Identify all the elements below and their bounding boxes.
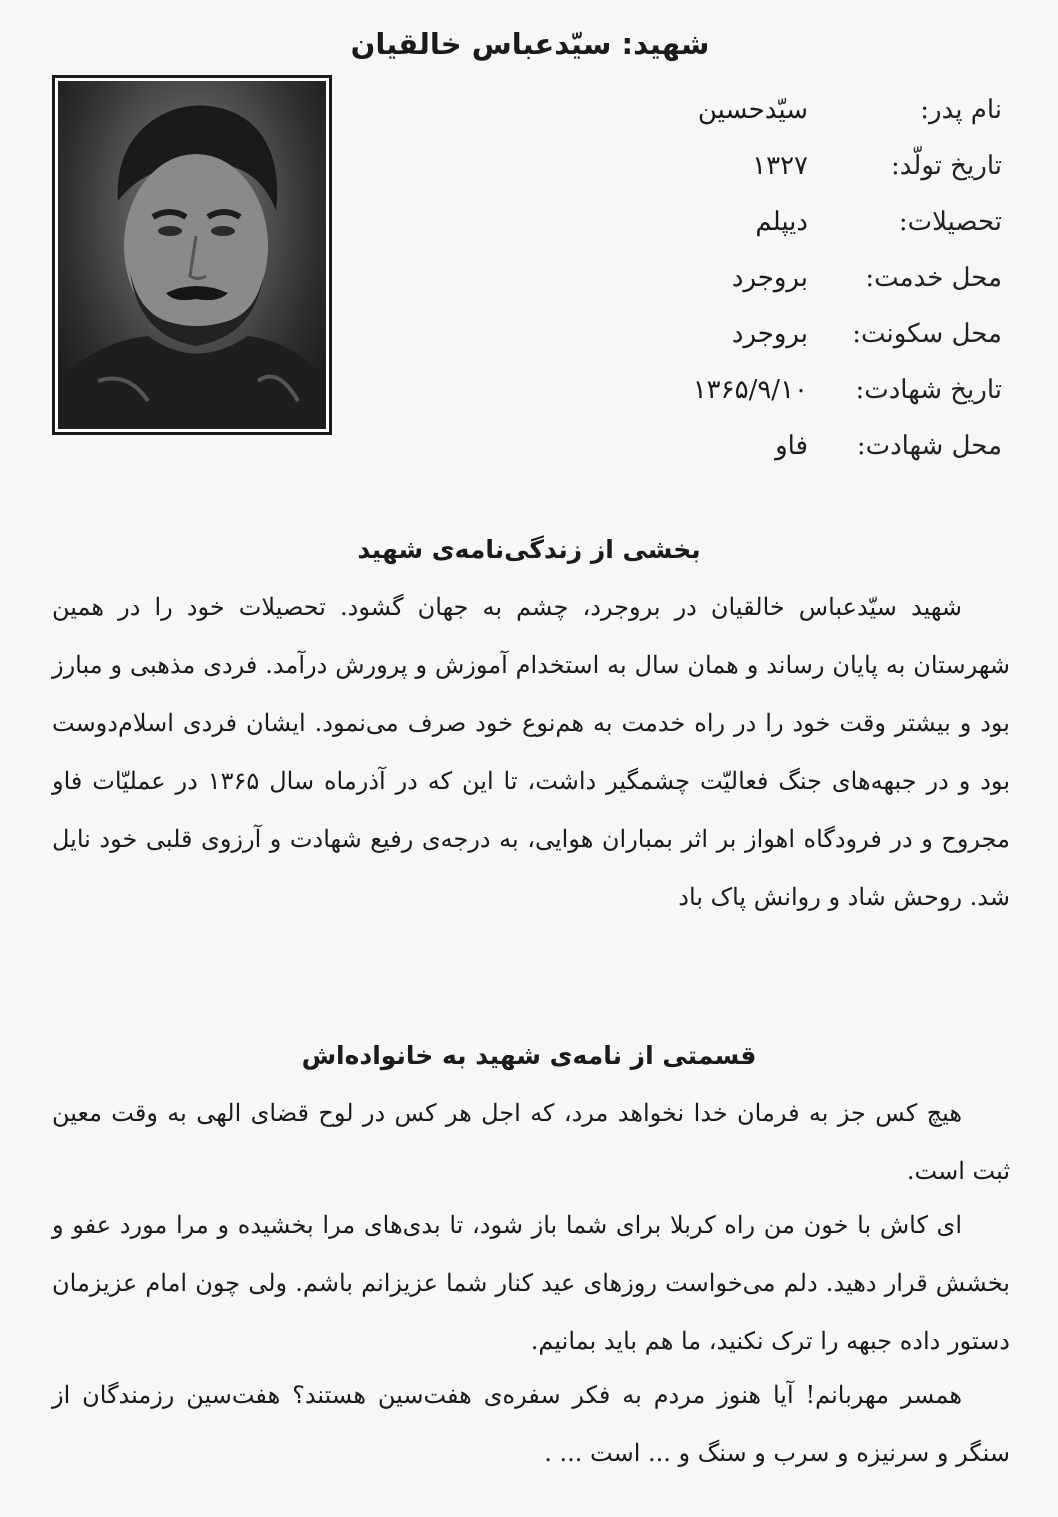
info-label: محل سکونت: <box>852 319 1002 349</box>
info-value: سیّدحسین <box>697 95 808 125</box>
info-row-service-place <box>442 250 1002 306</box>
info-row-father-name <box>442 82 1002 138</box>
portrait-image <box>58 81 326 429</box>
biography-heading: بخشی از زندگی‌نامه‌ی شهید <box>357 535 701 564</box>
info-label: محل شهادت: <box>856 431 1002 461</box>
letter-paragraph-2: ای کاش با خون من راه کربلا برای شما باز شود، تا بدی‌های مرا بخشیده و مرا مورد عفو و بخشش قرار دهید. دلم می‌خواست روزهای عید کنار شما عزیزانم باشم. ولی چون امام عزیزمان دستور داده جبهه را ترک نکنید، ما هم باید بمانیم. <box>52 1211 1010 1355</box>
info-value: بروجرد <box>731 263 808 293</box>
info-value: دیپلم <box>755 207 808 237</box>
info-row-martyrdom-date <box>442 362 1002 418</box>
info-label: نام پدر: <box>920 95 1002 125</box>
info-value: بروجرد <box>731 319 808 349</box>
info-label: تاریخ شهادت: <box>855 375 1002 405</box>
info-label: تاریخ تولّد: <box>891 151 1002 181</box>
info-value: فاو <box>775 431 808 461</box>
letter-paragraph-1: هیچ کس جز به فرمان خدا نخواهد مرد، که اجل هر کس در لوح قضای الهی به وقت معین ثبت است. <box>52 1099 1010 1185</box>
info-value: ۱۳۲۷ <box>752 151 808 181</box>
portrait-photo <box>52 75 332 435</box>
info-row-birth-date <box>442 138 1002 194</box>
page-title: شهید: سیّدعباس خالقیان <box>350 27 710 61</box>
letter-paragraph-3: همسر مهربانم! آیا هنوز مردم به فکر سفره‌ی هفت‌سین هستند؟ هفت‌سین رزمندگان از سنگر و سرنیزه و سرب و سنگ و ... است ... . <box>52 1381 1010 1467</box>
biography-paragraph: شهید سیّدعباس خالقیان در بروجرد، چشم به جهان گشود. تحصیلات خود را در همین شهرستان به پایان رساند و همان سال به استخدام آموزش و پرورش درآمد. فردی مذهبی و مبارز بود و بیشتر وقت خود را در راه خدمت به هم‌نوع خود صرف می‌نمود. ایشان فردی اسلام‌دوست بود و در جبهه‌های جنگ فعالیّت چشمگیر داشت، تا این که در آذرماه سال ۱۳۶۵ در عملیّات فاو مجروح و در فرودگاه اهواز بر اثر بمباران هوایی، به درجه‌ی رفیع شهادت و آرزوی قلبی خود نایل شد. روحش شاد و روانش پاک باد <box>52 593 1011 911</box>
profile-info-table <box>442 82 1002 474</box>
info-label: تحصیلات: <box>898 207 1002 237</box>
letter-heading: قسمتی از نامه‌ی شهید به خانواده‌اش <box>301 1041 757 1070</box>
info-label: محل خدمت: <box>865 263 1002 293</box>
info-value: ۱۳۶۵/۹/۱۰ <box>692 375 808 405</box>
info-row-martyrdom-place <box>442 418 1002 474</box>
info-row-education <box>442 194 1002 250</box>
info-row-residence <box>442 306 1002 362</box>
portrait-silhouette-icon <box>58 81 326 429</box>
